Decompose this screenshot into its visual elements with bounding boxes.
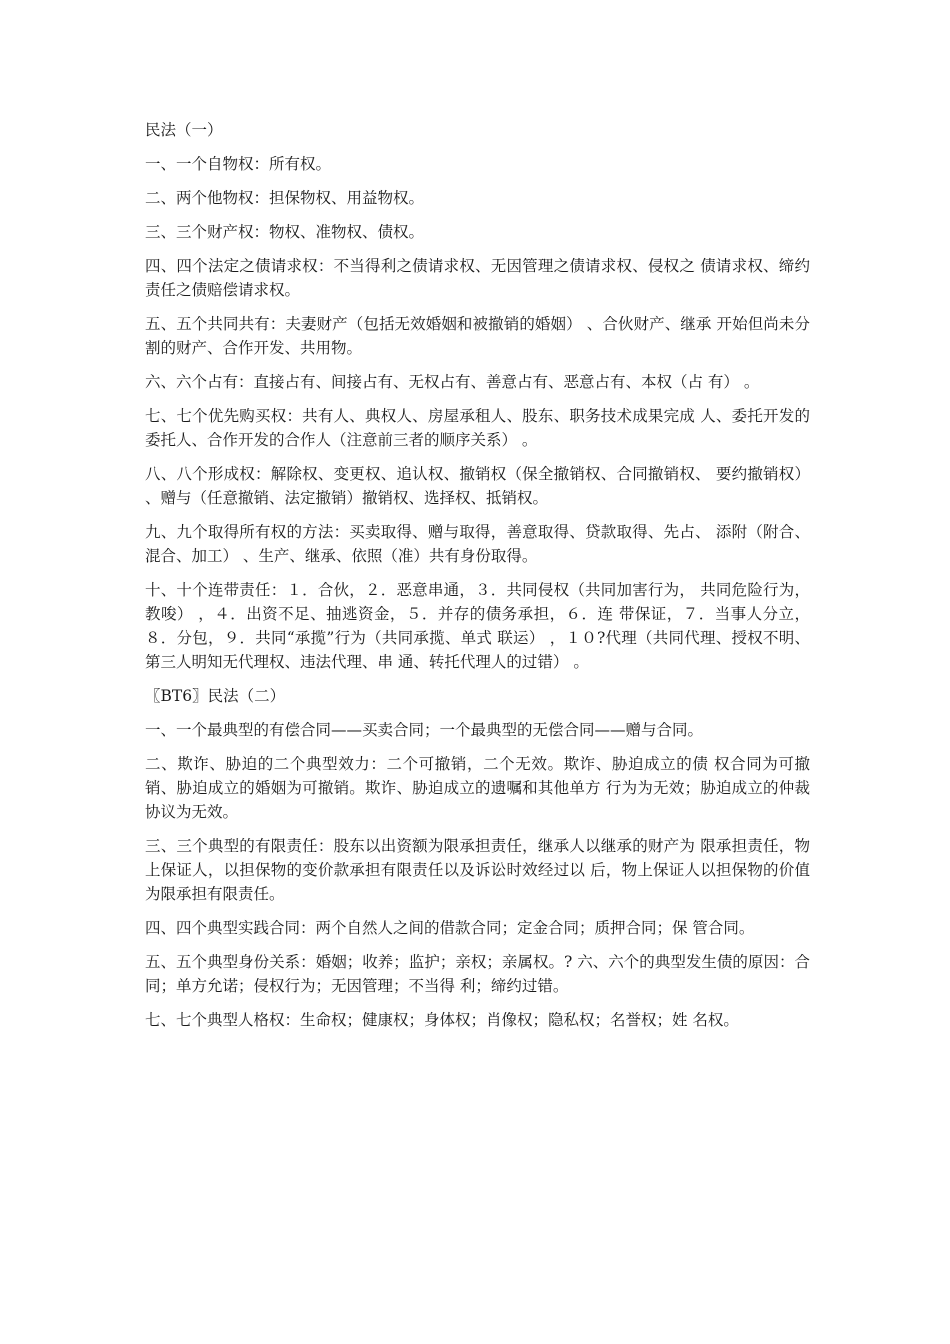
section-2-item-1: 一、一个最典型的有偿合同——买卖合同；一个最典型的无偿合同——赠与合同。 xyxy=(145,721,704,739)
section-1-item-4: 四、四个法定之债请求权：不当得利之债请求权、无因管理之债请求权、侵权之 债请求权、缔约责任之债赔偿请求权。 xyxy=(145,257,810,299)
section-1-item-2: 二、两个他物权：担保物权、用益物权。 xyxy=(145,189,425,207)
section-2-item-6: 七、七个典型人格权：生命权；健康权；身体权；肖像权；隐私权；名誉权；姓 名权。 xyxy=(145,1011,739,1029)
section-2-item-5: 五、五个典型身份关系：婚姻；收养；监护；亲权；亲属权。? 六、六个的典型发生债的原因：合同；单方允诺；侵权行为；无因管理；不当得 利；缔约过错。 xyxy=(145,953,810,995)
section-1-item-5: 五、五个共同共有：夫妻财产（包括无效婚姻和被撤销的婚姻） 、合伙财产、继承 开始但尚未分割的财产、合作开发、共用物。 xyxy=(145,315,810,357)
section-1-item-1: 一、一个自物权：所有权。 xyxy=(145,155,332,173)
section-1-item-9: 九、九个取得所有权的方法：买卖取得、赠与取得，善意取得、贷款取得、先占、 添附（附合、混合、加工） 、生产、继承、依照（准）共有身份取得。 xyxy=(145,523,810,565)
document-body xyxy=(145,118,810,1042)
section-1-item-7: 七、七个优先购买权：共有人、典权人、房屋承租人、股东、职务技术成果完成 人、委托开发的委托人、合作开发的合作人（注意前三者的顺序关系） 。 xyxy=(145,407,810,449)
section-1-title: 民法（一） xyxy=(145,121,223,139)
section-1-item-10: 十、十个连带责任：１．合伙，２．恶意串通，３．共同侵权（共同加害行为， 共同危险行为，教唆） ，４．出资不足、抽逃资金，５．并存的债务承担，６．连 带保证，７．当事人分立，８．分包，９．共同“承揽”行为（共同承揽、单式 联运） ，１０?代理（共同代理、授权不明、第三人明知无代理权、违法代理、串 通、转托代理人的过错） 。 xyxy=(145,581,810,671)
section-1-item-6: 六、六个占有：直接占有、间接占有、无权占有、善意占有、恶意占有、本权（占 有） 。 xyxy=(145,373,760,391)
section-1-item-3: 三、三个财产权：物权、准物权、债权。 xyxy=(145,223,425,241)
section-2-item-3: 三、三个典型的有限责任：股东以出资额为限承担责任，继承人以继承的财产为 限承担责任，物上保证人，以担保物的变价款承担有限责任以及诉讼时效经过以 后，物上保证人以担保物的价值为限承担有限责任。 xyxy=(145,837,810,903)
section-2-item-2: 二、欺诈、胁迫的二个典型效力：二个可撤销，二个无效。欺诈、胁迫成立的债 权合同为可撤销、胁迫成立的婚姻为可撤销。欺诈、胁迫成立的遗嘱和其他单方 行为为无效；胁迫成立的仲裁协议为无效。 xyxy=(145,755,810,821)
section-2-item-4: 四、四个典型实践合同：两个自然人之间的借款合同；定金合同；质押合同；保 管合同。 xyxy=(145,919,755,937)
section-1-item-8: 八、八个形成权：解除权、变更权、追认权、撤销权（保全撤销权、合同撤销权、 要约撤销权） 、赠与（任意撤销、法定撤销）撤销权、选择权、抵销权。 xyxy=(145,465,810,507)
section-2-title: 〖BT6〗民法（二） xyxy=(145,687,286,705)
